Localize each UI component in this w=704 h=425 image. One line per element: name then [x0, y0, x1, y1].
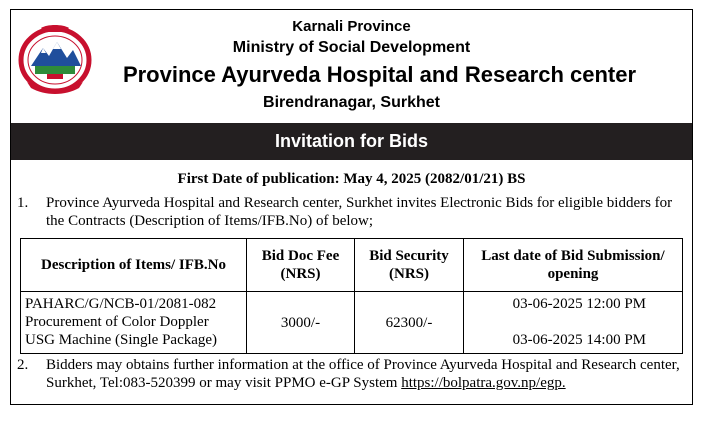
header-security: Bid Security (NRS)	[355, 239, 464, 292]
publication-date: First Date of publication: May 4, 2025 (2082/01/21) BS	[177, 171, 526, 187]
paragraph-2	[17, 356, 689, 392]
notice-frame	[10, 9, 693, 405]
header-fee: Bid Doc Fee (NRS)	[247, 239, 355, 292]
bid-doc-fee: 3000/-	[247, 292, 355, 354]
header-deadline: Last date of Bid Submission/ opening	[464, 239, 683, 292]
bid-dates	[464, 292, 683, 354]
paragraph-2-text: Bidders may obtains further information at the office of Province Ayurveda Hospital and Research center, Surkhet, Tel:083-520399 or may visit PPMO e-GP System	[46, 357, 680, 391]
opening-date: 03-06-2025 14:00 PM	[512, 332, 646, 348]
paragraph-1-text: Province Ayurveda Hospital and Research center, Surkhet invites Electronic Bids for eligible bidders for the Contracts (Description of Items/IFB.No) of below;	[46, 195, 673, 229]
submission-date: 03-06-2025 12:00 PM	[512, 296, 646, 312]
paragraph-1-number: 1.	[17, 195, 29, 211]
invitation-banner: Invitation for Bids	[11, 123, 692, 160]
table-row	[21, 292, 683, 354]
ifb-number: PAHARC/G/NCB-01/2081-082	[25, 296, 217, 312]
paragraph-2-number: 2.	[17, 357, 29, 373]
bid-security: 62300/-	[355, 292, 464, 354]
egp-link[interactable]: https://bolpatra.gov.np/egp.	[401, 375, 566, 391]
paragraph-1	[17, 194, 689, 230]
hospital-location: Birendranagar, Surkhet	[263, 94, 440, 111]
item-name-line2: USG Machine (Single Package)	[25, 332, 218, 348]
paragraph-2-body	[46, 356, 689, 392]
item-name-line1: Procurement of Color Doppler	[25, 314, 209, 330]
ministry-name: Ministry of Social Development	[232, 39, 471, 56]
item-description	[21, 292, 247, 354]
hospital-name: Province Ayurveda Hospital and Research center	[122, 62, 637, 87]
bids-table	[20, 238, 683, 354]
header-description: Description of Items/ IFB.No	[21, 239, 247, 292]
province-name: Karnali Province	[292, 18, 411, 35]
table-header-row	[21, 239, 683, 292]
